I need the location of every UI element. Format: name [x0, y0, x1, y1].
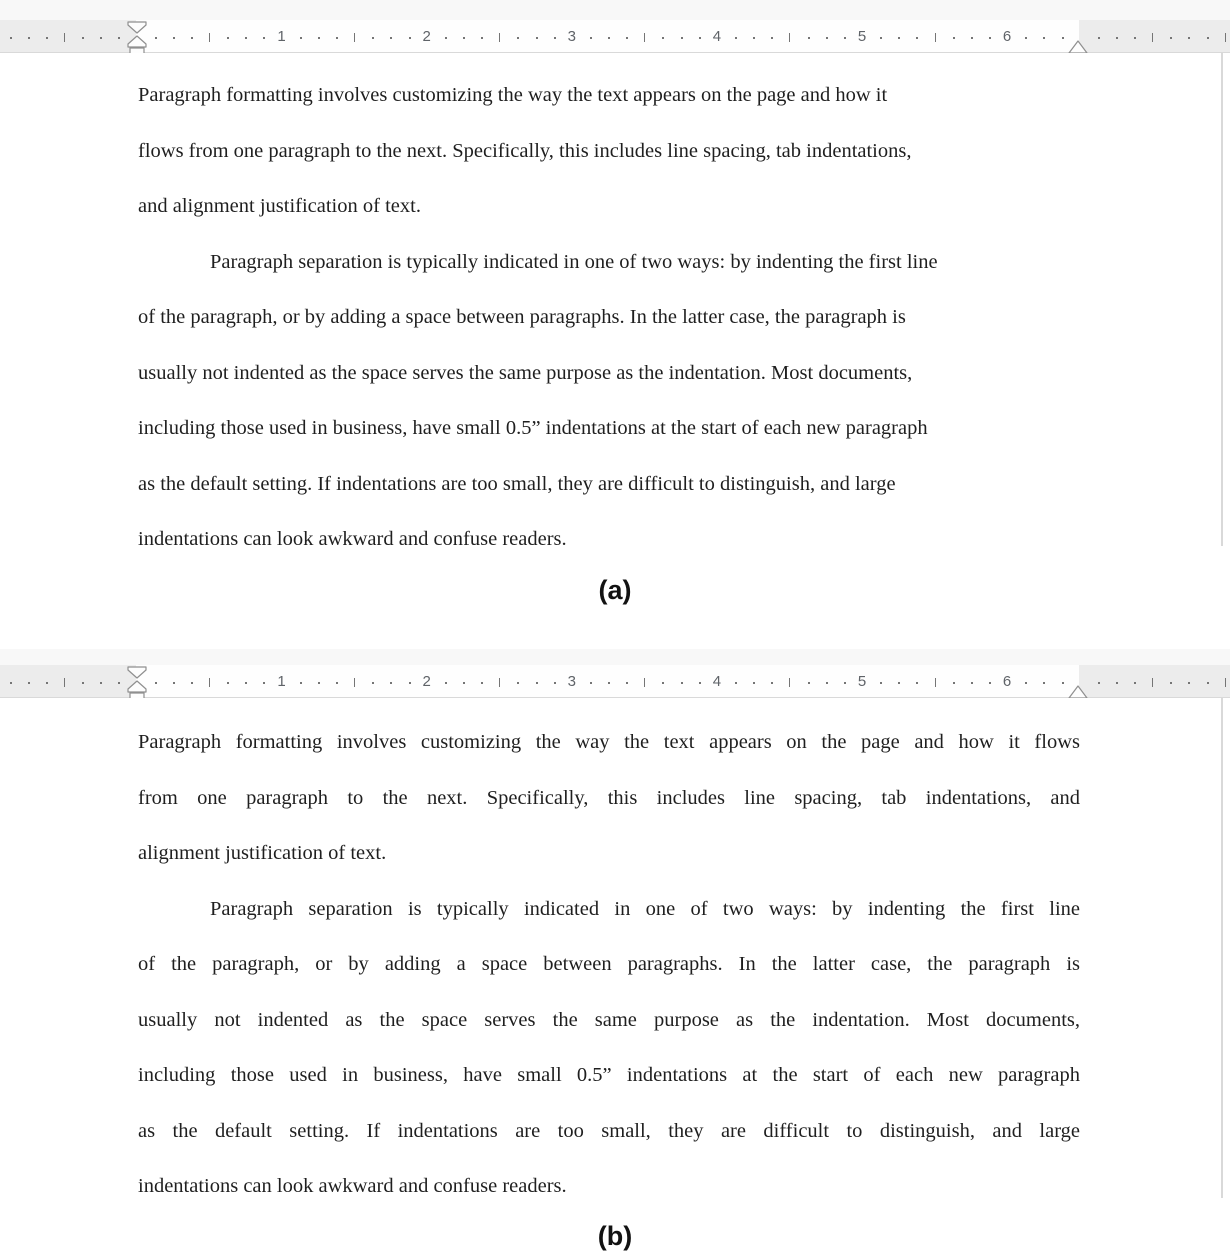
ruler-eighth-inch-tick	[1062, 37, 1064, 39]
ruler-eighth-inch-tick	[245, 37, 247, 39]
ruler-eighth-inch-tick	[898, 37, 900, 39]
ruler-eighth-inch-tick	[100, 682, 102, 684]
text-line: flows from one paragraph to the next. Specifically, this includes line spacing, tab indentations,	[138, 139, 912, 162]
ruler-eighth-inch-tick	[118, 682, 120, 684]
ruler-eighth-inch-tick	[1116, 37, 1118, 39]
ruler-eighth-inch-tick	[771, 37, 773, 39]
text-line: and alignment justification of text.	[138, 195, 421, 217]
ruler-eighth-inch-tick	[1043, 682, 1045, 684]
ruler-eighth-inch-tick	[318, 37, 320, 39]
ruler-eighth-inch-tick	[971, 37, 973, 39]
first-line-indent-marker-icon[interactable]	[128, 22, 146, 33]
ruler-half-inch-tick	[209, 33, 210, 42]
text-line: of the paragraph, or by adding a space between paragraphs. In the latter case, the paragraph is	[138, 953, 1080, 975]
ruler-eighth-inch-tick	[662, 37, 664, 39]
text-line: alignment justification of text.	[138, 842, 387, 864]
document-page-b[interactable]	[0, 698, 1230, 1210]
ruler-half-inch-tick	[1152, 678, 1153, 687]
ruler-eighth-inch-tick	[1043, 37, 1045, 39]
ruler-eighth-inch-tick	[1025, 37, 1027, 39]
ruler-eighth-inch-tick	[517, 37, 519, 39]
ruler-eighth-inch-tick	[445, 682, 447, 684]
ruler-inch-label: 2	[422, 28, 431, 45]
ruler-eighth-inch-tick	[916, 682, 918, 684]
hanging-indent-marker-icon[interactable]	[128, 36, 146, 47]
ruler-eighth-inch-tick	[46, 37, 48, 39]
ruler-eighth-inch-tick	[10, 682, 12, 684]
ruler-eighth-inch-tick	[1098, 37, 1100, 39]
ruler-eighth-inch-tick	[463, 682, 465, 684]
page-edge-line-b	[1221, 698, 1223, 1198]
ruler-eighth-inch-tick	[1188, 37, 1190, 39]
ruler-inch-label: 4	[712, 673, 722, 690]
ruler-half-inch-tick	[499, 678, 500, 687]
ruler-eighth-inch-tick	[1170, 682, 1172, 684]
ruler-half-inch-tick	[644, 33, 645, 42]
ruler-half-inch-tick	[935, 33, 936, 42]
ruler-eighth-inch-tick	[880, 682, 882, 684]
ruler-half-inch-tick	[64, 678, 65, 687]
ruler-eighth-inch-tick	[1025, 682, 1027, 684]
ruler-eighth-inch-tick	[372, 682, 374, 684]
document-text-a[interactable]	[138, 68, 1080, 568]
ruler-eighth-inch-tick	[826, 37, 828, 39]
ruler-half-inch-tick	[644, 678, 645, 687]
ruler-eighth-inch-tick	[1134, 682, 1136, 684]
ruler-eighth-inch-tick	[463, 37, 465, 39]
ruler-eighth-inch-tick	[953, 37, 955, 39]
left-indent-markers	[126, 665, 148, 702]
ruler-eighth-inch-tick	[155, 682, 157, 684]
ruler-eighth-inch-tick	[808, 682, 810, 684]
text-line: Paragraph separation is typically indicated in one of two ways: by indenting the first line	[210, 250, 938, 273]
ruler-eighth-inch-tick	[1098, 682, 1100, 684]
ruler-inch-label: 4	[712, 28, 722, 45]
figure-caption-a: (a)	[598, 575, 632, 605]
ruler-inch-label: 1	[277, 28, 286, 45]
ruler-eighth-inch-tick	[699, 37, 701, 39]
ruler-eighth-inch-tick	[771, 682, 773, 684]
ruler-eighth-inch-tick	[699, 682, 701, 684]
ruler-inch-label: 6	[1002, 673, 1012, 690]
ruler-half-inch-tick	[1225, 678, 1226, 687]
ruler-eighth-inch-tick	[390, 682, 392, 684]
ruler-eighth-inch-tick	[481, 37, 483, 39]
ruler-eighth-inch-tick	[735, 682, 737, 684]
ruler-eighth-inch-tick	[263, 37, 265, 39]
ruler-eighth-inch-tick	[681, 682, 683, 684]
horizontal-ruler-b[interactable]	[0, 665, 1230, 698]
ruler-eighth-inch-tick	[1170, 37, 1172, 39]
ruler-eighth-inch-tick	[318, 682, 320, 684]
ruler-eighth-inch-tick	[173, 37, 175, 39]
ruler-inch-label: 3	[567, 673, 576, 690]
ruler-eighth-inch-tick	[82, 37, 84, 39]
ruler-eighth-inch-tick	[808, 37, 810, 39]
ruler-half-inch-tick	[354, 33, 355, 42]
text-line: from one paragraph to the next. Specifically, this includes line spacing, tab indentations, and	[138, 786, 1080, 809]
ruler-half-inch-tick	[789, 33, 790, 42]
ruler-eighth-inch-tick	[662, 682, 664, 684]
ruler-eighth-inch-tick	[1062, 682, 1064, 684]
ruler-eighth-inch-tick	[681, 37, 683, 39]
horizontal-ruler-a[interactable]	[0, 20, 1230, 53]
ruler-eighth-inch-tick	[1207, 37, 1209, 39]
text-line: including those used in business, have small 0.5” indentations at the start of each new paragraph	[138, 417, 928, 439]
ruler-half-inch-tick	[499, 33, 500, 42]
ruler-eighth-inch-tick	[517, 682, 519, 684]
ruler-eighth-inch-tick	[989, 37, 991, 39]
ruler-eighth-inch-tick	[409, 682, 411, 684]
ruler-inch-label: 1	[277, 673, 286, 690]
ruler-eighth-inch-tick	[227, 682, 229, 684]
ruler-eighth-inch-tick	[10, 37, 12, 39]
ruler-eighth-inch-tick	[445, 37, 447, 39]
ruler-eighth-inch-tick	[953, 682, 955, 684]
text-line: Paragraph formatting involves customizing the way the text appears on the page and how it flows	[138, 731, 1080, 753]
ruler-eighth-inch-tick	[590, 682, 592, 684]
ruler-eighth-inch-tick	[155, 37, 157, 39]
ruler-half-inch-tick	[64, 33, 65, 42]
ruler-eighth-inch-tick	[82, 682, 84, 684]
ruler-eighth-inch-tick	[481, 682, 483, 684]
ruler-half-inch-tick	[1152, 33, 1153, 42]
ruler-eighth-inch-tick	[173, 682, 175, 684]
document-text-b[interactable]	[138, 715, 1080, 1215]
ruler-eighth-inch-tick	[227, 37, 229, 39]
text-line: of the paragraph, or by adding a space between paragraphs. In the latter case, the paragraph is	[138, 306, 906, 328]
ruler-inch-label: 6	[1002, 28, 1012, 45]
ruler-eighth-inch-tick	[1134, 37, 1136, 39]
ruler-eighth-inch-tick	[191, 37, 193, 39]
text-line: including those used in business, have small 0.5” indentations at the start of each new paragraph	[138, 1064, 1080, 1086]
ruler-eighth-inch-tick	[46, 682, 48, 684]
ruler-half-inch-tick	[789, 678, 790, 687]
ruler-eighth-inch-tick	[245, 682, 247, 684]
text-line: indentations can look awkward and confuse readers.	[138, 528, 567, 550]
ruler-eighth-inch-tick	[971, 682, 973, 684]
right-indent-marker-icon[interactable]	[1069, 41, 1087, 53]
panel-a-top-strip	[0, 0, 1230, 20]
ruler-eighth-inch-tick	[626, 682, 628, 684]
ruler-inch-label: 5	[857, 673, 867, 690]
ruler-eighth-inch-tick	[916, 37, 918, 39]
ruler-half-inch-tick	[354, 678, 355, 687]
ruler-eighth-inch-tick	[1188, 682, 1190, 684]
ruler-eighth-inch-tick	[608, 682, 610, 684]
figure-caption-b: (b)	[597, 1221, 633, 1251]
ruler-eighth-inch-tick	[898, 682, 900, 684]
ruler-eighth-inch-tick	[28, 37, 30, 39]
ruler-eighth-inch-tick	[300, 682, 302, 684]
text-line: as the default setting. If indentations are too small, they are difficult to distinguish, and large	[138, 472, 896, 495]
ruler-half-inch-tick	[1225, 33, 1226, 42]
ruler-eighth-inch-tick	[590, 37, 592, 39]
ruler-eighth-inch-tick	[263, 682, 265, 684]
ruler-half-inch-tick	[935, 678, 936, 687]
text-line: indentations can look awkward and confuse readers.	[138, 1175, 567, 1197]
ruler-half-inch-tick	[209, 678, 210, 687]
ruler-eighth-inch-tick	[753, 682, 755, 684]
ruler-eighth-inch-tick	[554, 37, 556, 39]
ruler-eighth-inch-tick	[989, 682, 991, 684]
ruler-eighth-inch-tick	[372, 37, 374, 39]
hanging-indent-marker-icon[interactable]	[128, 681, 146, 692]
left-indent-markers	[126, 20, 148, 57]
ruler-eighth-inch-tick	[536, 37, 538, 39]
ruler-eighth-inch-tick	[554, 682, 556, 684]
ruler-eighth-inch-tick	[844, 37, 846, 39]
ruler-eighth-inch-tick	[608, 37, 610, 39]
text-line: usually not indented as the space serves the same purpose as the indentation. Most documents,	[138, 1008, 1080, 1031]
ruler-eighth-inch-tick	[735, 37, 737, 39]
ruler-eighth-inch-tick	[1207, 682, 1209, 684]
ruler-eighth-inch-tick	[191, 682, 193, 684]
ruler-eighth-inch-tick	[536, 682, 538, 684]
ruler-eighth-inch-tick	[118, 37, 120, 39]
ruler-eighth-inch-tick	[390, 37, 392, 39]
right-indent-marker-icon[interactable]	[1069, 686, 1087, 698]
ruler-eighth-inch-tick	[336, 682, 338, 684]
panel-b-top-strip	[0, 649, 1230, 665]
ruler-eighth-inch-tick	[626, 37, 628, 39]
text-line: Paragraph separation is typically indicated in one of two ways: by indenting the first line	[210, 897, 1080, 920]
ruler-eighth-inch-tick	[28, 682, 30, 684]
ruler-eighth-inch-tick	[880, 37, 882, 39]
document-page-a[interactable]	[0, 53, 1230, 570]
ruler-eighth-inch-tick	[409, 37, 411, 39]
ruler-inch-label: 3	[567, 28, 576, 45]
text-line: as the default setting. If indentations are too small, they are difficult to distinguish, and large	[138, 1119, 1080, 1142]
first-line-indent-marker-icon[interactable]	[128, 667, 146, 678]
page-edge-line-a	[1221, 53, 1223, 546]
ruler-eighth-inch-tick	[300, 37, 302, 39]
ruler-inch-label: 2	[422, 673, 431, 690]
ruler-eighth-inch-tick	[336, 37, 338, 39]
ruler-eighth-inch-tick	[844, 682, 846, 684]
text-line: usually not indented as the space serves the same purpose as the indentation. Most documents,	[138, 361, 913, 384]
text-line: Paragraph formatting involves customizing the way the text appears on the page and how it	[138, 84, 888, 106]
ruler-eighth-inch-tick	[1116, 682, 1118, 684]
ruler-eighth-inch-tick	[753, 37, 755, 39]
ruler-eighth-inch-tick	[100, 37, 102, 39]
ruler-inch-label: 5	[857, 28, 867, 45]
ruler-eighth-inch-tick	[826, 682, 828, 684]
